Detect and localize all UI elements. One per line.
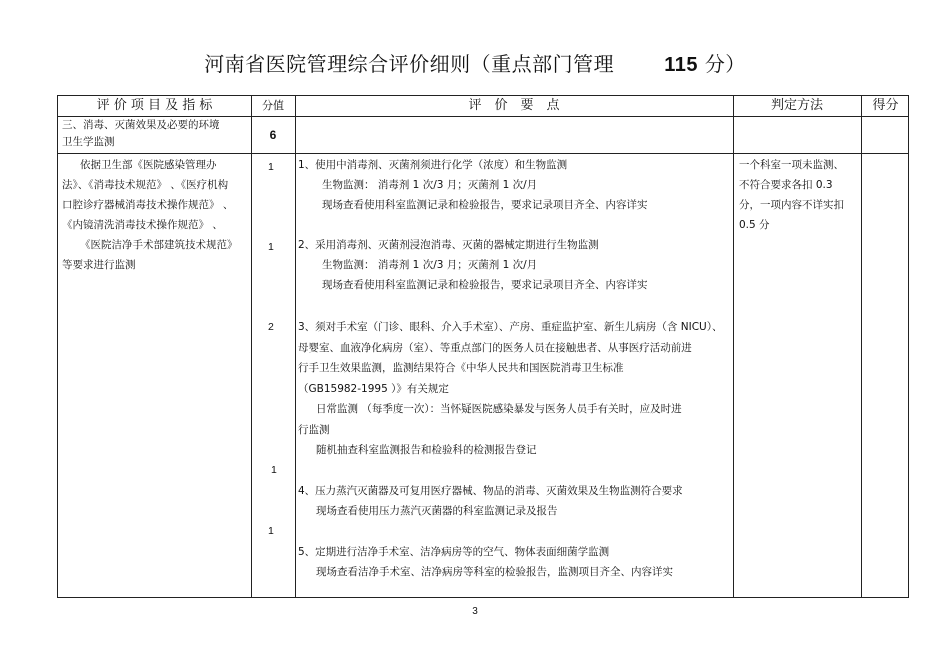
point-4 xyxy=(298,481,683,521)
title-unit: 分） xyxy=(704,52,746,76)
item-score: 1 xyxy=(268,161,274,173)
header-obtained-score: 得分 xyxy=(872,98,899,113)
method-line: 一个科室一项未监测、 xyxy=(739,159,844,171)
basis-line: 口腔诊疗器械消毒技术操作规范》 、 xyxy=(62,199,234,211)
point-line: 3、须对手术室（门诊、眼科、介入手术室）、产房、重症监护室、新生儿病房（含 NICU）、 xyxy=(298,321,723,333)
item-score: 2 xyxy=(268,321,274,333)
point-3 xyxy=(298,317,722,461)
method-line: 0.5 分 xyxy=(739,219,770,231)
column-divider xyxy=(861,96,862,597)
section-title-line: 三、消毒、灭菌效果及必要的环境 xyxy=(62,119,220,131)
column-divider xyxy=(251,96,252,597)
basis-line: 依据卫生部《医院感染管理办 xyxy=(80,159,217,171)
section-score: 6 xyxy=(269,128,277,142)
point-line: 行手卫生效果监测，监测结果符合《中华人民共和国医院消毒卫生标准 xyxy=(298,362,624,374)
basis-text xyxy=(62,155,238,275)
point-line: 1、使用中消毒剂、灭菌剂须进行化学（浓度）和生物监测 xyxy=(298,159,568,171)
point-line: 现场查看使用科室监测记录和检验报告，要求记录项目齐全、内容详实 xyxy=(322,279,648,291)
header-judgement-method: 判定方法 xyxy=(770,98,823,113)
point-line: 5、定期进行洁净手术室、洁净病房等的空气、物体表面细菌学监测 xyxy=(298,546,610,558)
point-1 xyxy=(298,155,648,215)
basis-line: 等要求进行监测 xyxy=(62,259,136,271)
basis-line: 《内镜清洗消毒技术操作规范》 、 xyxy=(62,219,223,231)
title-text: 河南省医院管理综合评价细则（重点部门管理 xyxy=(204,52,615,76)
point-line: 生物监测： 消毒剂 1 次/3 月；灭菌剂 1 次/月 xyxy=(322,179,538,191)
point-line: 母婴室、血液净化病房（室）、等重点部门的医务人员在接触患者、从事医疗活动前进 xyxy=(298,341,692,354)
point-line: 现场查看使用科室监测记录和检验报告，要求记录项目齐全、内容详实 xyxy=(322,199,648,211)
section-title xyxy=(62,117,220,151)
point-5 xyxy=(298,542,673,582)
basis-line: 《医院洁净手术部建筑技术规范》 xyxy=(80,239,238,251)
row-divider xyxy=(58,153,908,154)
point-line: 4、压力蒸汽灭菌器及可复用医疗器械、物品的消毒、灭菌效果及生物监测符合要求 xyxy=(298,485,683,497)
header-evaluation-item: 评 价 项 目 及 指 标 xyxy=(96,98,213,113)
header-score-value: 分值 xyxy=(262,99,284,112)
method-line: 不符合要求各扣 0.3 xyxy=(739,179,833,191)
method-line: 分，一项内容不详实扣 xyxy=(739,199,844,211)
header-evaluation-points: 评 价 要 点 xyxy=(468,98,560,113)
evaluation-table xyxy=(57,95,909,598)
basis-line: 法》、《消毒技术规范》 、《医疗机构 xyxy=(62,179,229,191)
item-score: 1 xyxy=(268,241,274,253)
column-divider xyxy=(295,96,296,597)
point-line: 现场查看洁净手术室、洁净病房等科室的检验报告，监测项目齐全、内容详实 xyxy=(316,566,673,578)
judgement-method xyxy=(739,155,844,235)
point-line: 生物监测： 消毒剂 1 次/3 月；灭菌剂 1 次/月 xyxy=(322,259,538,271)
point-line: 随机抽查科室监测报告和检验科的检测报告登记 xyxy=(316,444,537,456)
point-line: 现场查看使用压力蒸汽灭菌器的科室监测记录及报告 xyxy=(316,505,558,517)
point-2 xyxy=(298,235,648,295)
point-line: 行监测 xyxy=(298,423,330,436)
column-divider xyxy=(733,96,734,597)
page-number: 3 xyxy=(472,606,478,617)
point-line: （GB15982-1995 ）》有关规定 xyxy=(298,382,449,395)
point-line: 2、采用消毒剂、灭菌剂浸泡消毒、灭菌的器械定期进行生物监测 xyxy=(298,239,599,251)
page-title xyxy=(0,48,950,77)
title-score: 115 xyxy=(664,54,698,76)
point-line: 日常监测 （每季度一次）：当怀疑医院感染暴发与医务人员手有关时，应及时进 xyxy=(316,403,682,415)
section-title-line: 卫生学监测 xyxy=(62,136,115,148)
item-score: 1 xyxy=(268,525,274,537)
item-score: 1 xyxy=(271,464,277,476)
